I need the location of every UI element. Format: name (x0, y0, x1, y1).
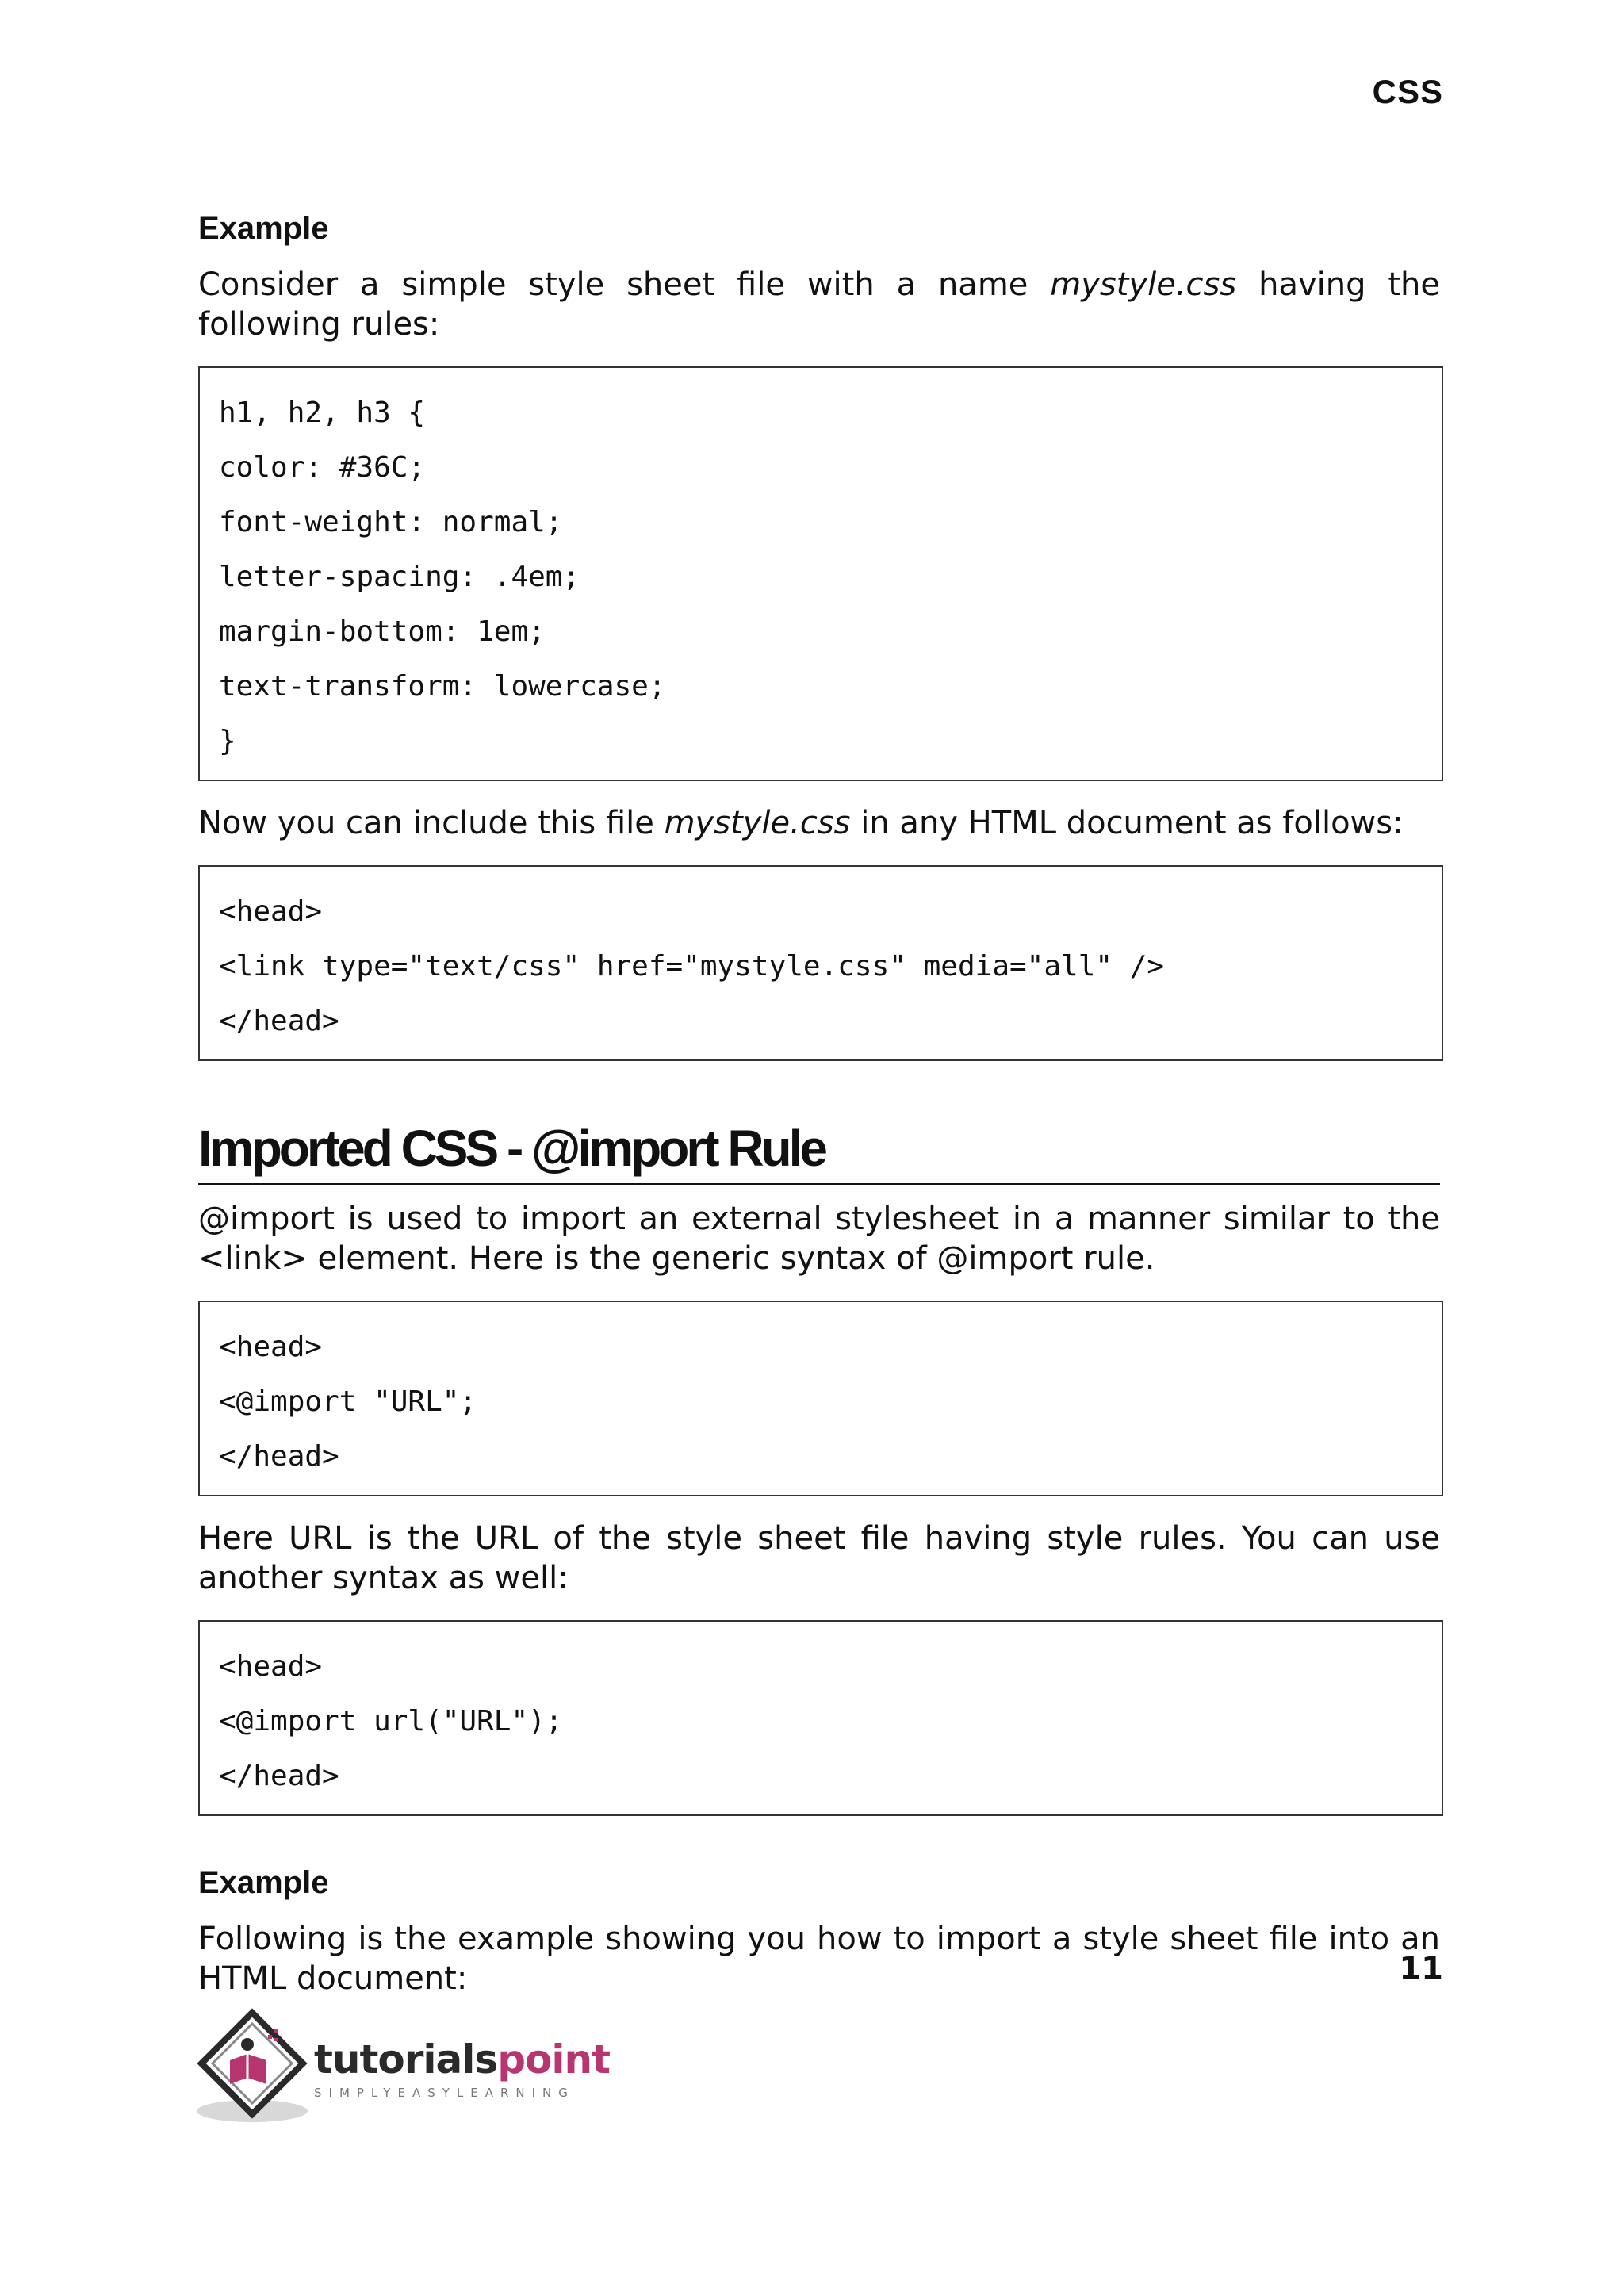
code-line: <head> (219, 1650, 323, 1683)
css-rules-code-block (198, 366, 1443, 781)
include-paragraph (198, 803, 1440, 843)
link-code-block (198, 865, 1443, 1061)
include-text-end: in any HTML document as follows: (850, 805, 1404, 841)
intro-text-start: Consider a simple style sheet file with a name (198, 266, 1051, 303)
running-header: CSS (1372, 73, 1443, 110)
section-title: Imported CSS - @import Rule (198, 1117, 1440, 1185)
import-intro-paragraph: @import is used to import an external stylesheet in a manner similar to the <link> element. Here is the generic syntax of @import rule. (198, 1201, 1440, 1277)
code-line: h1, h2, h3 { (219, 397, 426, 429)
intro-filename: mystyle.css (1050, 266, 1237, 303)
include-filename: mystyle.css (664, 805, 851, 841)
tutorialspoint-logo (195, 2006, 610, 2133)
code-line: <head> (219, 1331, 323, 1363)
logo-emblem-icon (195, 2006, 322, 2133)
include-text-start: Now you can include this file (198, 805, 665, 841)
example-heading-2: Example (198, 1865, 329, 1900)
logo-text-main: tutorials (314, 2036, 498, 2082)
code-line: </head> (219, 1440, 339, 1473)
import-code-block (198, 1301, 1443, 1496)
code-line: <head> (219, 895, 323, 928)
page-content (198, 206, 1440, 1998)
intro-paragraph (198, 265, 1440, 344)
url-paragraph: Here URL is the URL of the style sheet file having style rules. You can use another syntax as well: (198, 1520, 1440, 1596)
code-line: <link type="text/css" href="mystyle.css" media="all" /> (219, 950, 1165, 983)
code-line: font-weight: normal; (219, 506, 563, 538)
code-line: margin-bottom: 1em; (219, 615, 546, 648)
import-url-code-block (198, 1620, 1443, 1816)
code-line: </head> (219, 1760, 339, 1792)
logo-tagline: SIMPLYEASYLEARNING (314, 2086, 575, 2100)
logo-text-accent: point (497, 2036, 610, 2082)
code-line: } (219, 725, 236, 757)
code-line: <@import "URL"; (219, 1385, 477, 1418)
logo-wordmark (314, 2036, 610, 2082)
example-heading: Example (198, 211, 329, 246)
intro-text-end: having the following rules: (198, 266, 1440, 343)
page-number: 11 (1399, 1951, 1443, 1987)
code-line: color: #36C; (219, 451, 426, 484)
code-line: <@import url("URL"); (219, 1705, 563, 1738)
code-line: text-transform: lowercase; (219, 670, 666, 703)
code-line: </head> (219, 1005, 339, 1037)
example-paragraph: Following is the example showing you how to import a style sheet file into an HTML document: (198, 1921, 1440, 1997)
code-line: letter-spacing: .4em; (219, 561, 580, 593)
